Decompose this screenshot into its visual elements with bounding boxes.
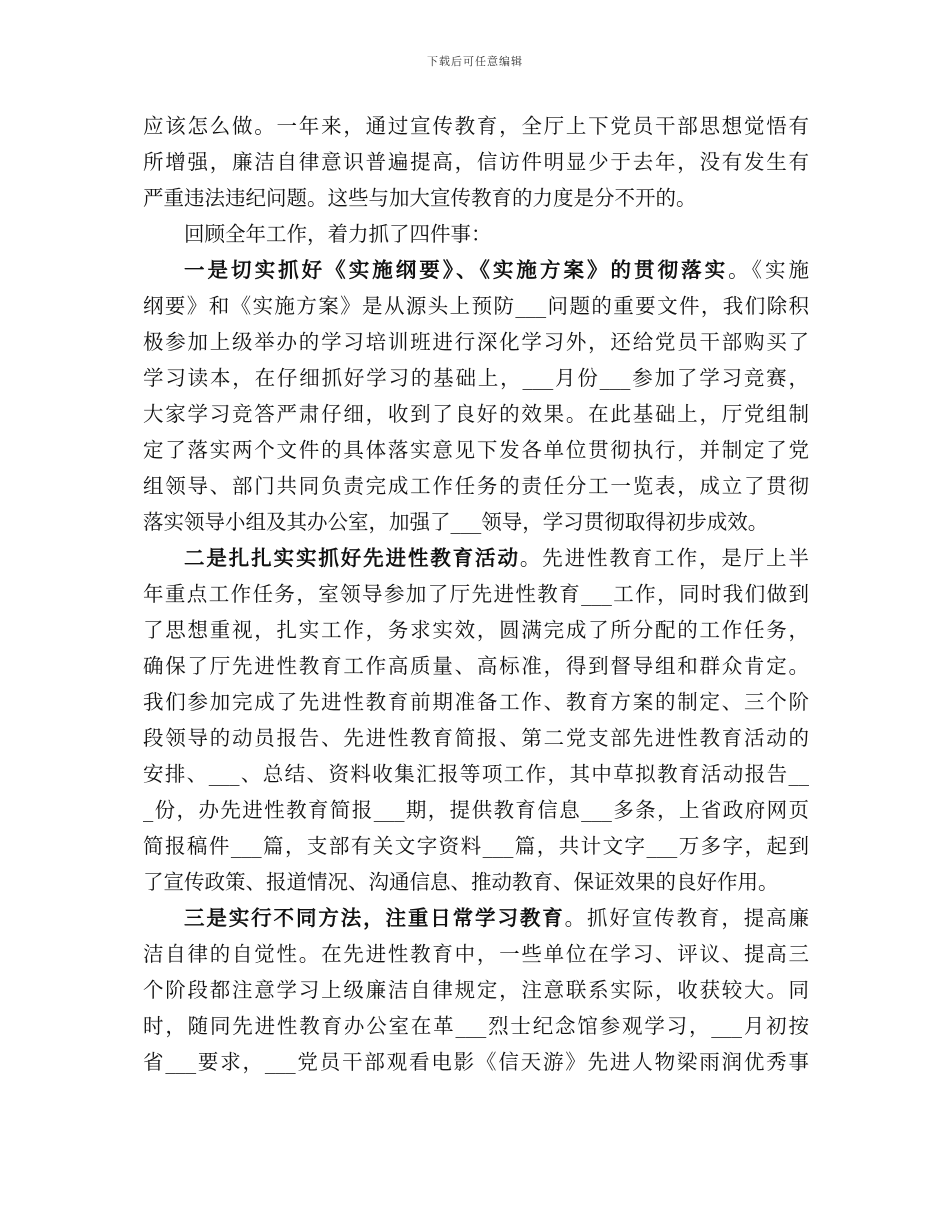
line-text: 时，随同先进性教育办公室在革___烈士纪念馆参观学习，___月初按 (143, 1014, 809, 1038)
line-text: 严重违法违纪问题。这些与加大宣传教育的力度是分不开的。 (143, 186, 697, 210)
text-line (143, 360, 809, 396)
text-line (143, 396, 809, 432)
line-text: 回顾全年工作，着力抓了四件事： (184, 222, 492, 246)
line-text: 应该怎么做。一年来，通过宣传教育，全厅上下党员干部思想觉悟有 (143, 114, 809, 138)
line-text: _份，办先进性教育简报___期，提供教育信息___多条，上省政府网页 (143, 798, 809, 822)
text-line (143, 180, 809, 216)
text-line (143, 828, 809, 864)
page-header: 下载后可任意编辑 (427, 55, 523, 68)
line-text: 安排、___、总结、资料收集汇报等项工作，其中草拟教育活动报告__ (143, 762, 809, 786)
line-text: 年重点工作任务，室领导参加了厅先进性教育___工作，同时我们做到 (143, 582, 809, 606)
line-text: 确保了厅先进性教育工作高质量、高标准，得到督导组和群众肯定。 (143, 654, 809, 678)
text-line (143, 864, 809, 900)
text-line (143, 648, 809, 684)
line-text: 了宣传政策、报道情况、沟通信息、推动教育、保证效果的良好作用。 (143, 870, 779, 894)
text-line (143, 576, 809, 612)
section-two-heading-line (143, 540, 809, 576)
line-text: 。抓好宣传教育，提高廉 (564, 906, 809, 930)
text-line (143, 720, 809, 756)
line-text: 组领导、部门共同负责完成工作任务的责任分工一览表，成立了贯彻 (143, 474, 809, 498)
section-one-heading: 一是切实抓好《实施纲要》、《实施方案》的贯彻落实 (184, 258, 729, 282)
text-line (143, 432, 809, 468)
line-text: 洁自律的自觉性。在先进性教育中，一些单位在学习、评议、提高三 (143, 942, 809, 966)
text-line (143, 684, 809, 720)
section-three-heading: 三是实行不同方法，注重日常学习教育 (184, 906, 565, 930)
line-text: 所增强，廉洁自律意识普遍提高，信访件明显少于去年，没有发生有 (143, 150, 809, 174)
line-text: 段领导的动员报告、先进性教育简报、第二党支部先进性教育活动的 (143, 726, 809, 750)
line-text: 学习读本，在仔细抓好学习的基础上，___月份___参加了学习竞赛， (143, 366, 809, 390)
text-line (143, 972, 809, 1008)
line-text: 我们参加完成了先进性教育前期准备工作、教育方案的制定、三个阶 (143, 690, 809, 714)
text-line (143, 936, 809, 972)
section-one-heading-line (143, 252, 809, 288)
text-line (143, 1044, 809, 1080)
document-body (143, 108, 809, 1080)
line-text: 。《实施 (728, 258, 809, 282)
line-text: 。先进性教育工作，是厅上半 (519, 546, 809, 570)
section-three-heading-line (143, 900, 809, 936)
text-line (143, 504, 809, 540)
text-line (143, 792, 809, 828)
line-text: 省___要求，___党员干部观看电影《信天游》先进人物梁雨润优秀事 (143, 1050, 809, 1074)
text-line (143, 144, 809, 180)
text-line (143, 468, 809, 504)
line-text: 极参加上级举办的学习培训班进行深化学习外，还给党员干部购买了 (143, 330, 809, 354)
line-text: 落实领导小组及其办公室，加强了___领导，学习贯彻取得初步成效。 (143, 510, 769, 534)
text-line (143, 216, 809, 252)
line-text: 纲要》和《实施方案》是从源头上预防___问题的重要文件，我们除积 (143, 294, 809, 318)
line-text: 定了落实两个文件的具体落实意见下发各单位贯彻执行，并制定了党 (143, 438, 809, 462)
text-line (143, 1008, 809, 1044)
text-line (143, 324, 809, 360)
text-line (143, 108, 809, 144)
line-text: 大家学习竞答严肃仔细，收到了良好的效果。在此基础上，厅党组制 (143, 402, 809, 426)
text-line (143, 288, 809, 324)
line-text: 个阶段都注意学习上级廉洁自律规定，注意联系实际，收获较大。同 (143, 978, 809, 1002)
text-line (143, 612, 809, 648)
text-line (143, 756, 809, 792)
section-two-heading: 二是扎扎实实抓好先进性教育活动 (184, 546, 520, 570)
line-text: 了思想重视，扎实工作，务求实效，圆满完成了所分配的工作任务， (143, 618, 809, 642)
line-text: 简报稿件___篇，支部有关文字资料___篇，共计文字___万多字，起到 (143, 834, 809, 858)
